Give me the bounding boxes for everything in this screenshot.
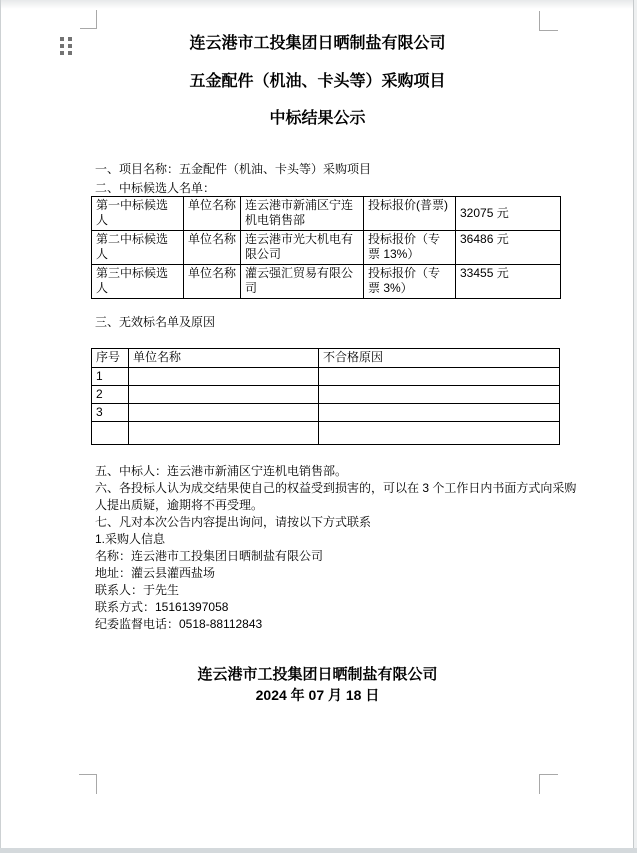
doc-title-line-2: 五金配件（机油、卡头等）采购项目 [189, 73, 446, 90]
candidates-table [91, 196, 561, 299]
invalid-reason-cell [319, 404, 560, 422]
invalid-seq-cell [92, 422, 129, 445]
invalid-company-cell [129, 368, 319, 386]
buyer-contact-phone: 联系方式：15161397058 [95, 600, 229, 614]
candidate-price-label-cell: 投标报价（专票 3%） [364, 265, 456, 299]
margin-crop-mark-bottom-left [79, 774, 97, 794]
invalid-header-company: 单位名称 [129, 349, 319, 368]
page-right-edge [633, 0, 634, 848]
invalid-row-2 [92, 386, 560, 404]
section-winner: 五、中标人：连云港市新浦区宁连机电销售部。 [95, 464, 348, 478]
invalid-seq-cell: 1 [92, 368, 129, 386]
doc-title-line-3: 中标结果公示 [269, 110, 366, 127]
candidates-row-3 [92, 265, 561, 299]
signature-date: 2024 年 07 月 18 日 [255, 687, 380, 703]
candidate-price-cell: 32075 元 [456, 197, 561, 231]
invalid-bids-table [91, 348, 560, 445]
invalid-company-cell [129, 422, 319, 445]
candidate-label-cell: 单位名称 [184, 197, 241, 231]
invalid-company-cell [129, 386, 319, 404]
invalid-reason-cell [319, 368, 560, 386]
buyer-discipline-phone: 纪委监督电话：0518-88112843 [95, 617, 263, 631]
section-project-name: 一、项目名称：五金配件（机油、卡头等）采购项目 [95, 162, 372, 176]
candidates-row-1 [92, 197, 561, 231]
section-candidates-heading: 二、中标候选人名单： [95, 181, 216, 195]
candidate-price-cell: 33455 元 [456, 265, 561, 299]
candidate-label-cell: 单位名称 [184, 265, 241, 299]
invalid-row-blank [92, 422, 560, 445]
candidate-rank-cell: 第一中标候选人 [92, 197, 184, 231]
page-top-shadow [1, 0, 633, 9]
section-contact-intro: 七、凡对本次公告内容提出询问，请按以下方式联系 [95, 515, 372, 529]
invalid-row-3 [92, 404, 560, 422]
candidate-rank-cell: 第二中标候选人 [92, 231, 184, 265]
section-objection-line-1: 六、各投标人认为成交结果使自己的权益受到损害的，可以在 3 个工作日内书面方式向采购 [95, 481, 577, 495]
invalid-seq-cell: 3 [92, 404, 129, 422]
section-objection-line-2: 人提出质疑，逾期将不再受理。 [95, 498, 264, 512]
invalid-row-1 [92, 368, 560, 386]
candidate-company-cell: 连云港市新浦区宁连机电销售部 [241, 197, 364, 231]
page-bottom-edge [0, 848, 637, 853]
signature-company: 连云港市工投集团日晒制盐有限公司 [197, 666, 438, 683]
buyer-address: 地址：灌云县灌西盐场 [95, 566, 216, 580]
page-left-edge [0, 0, 1, 848]
doc-title-line-1: 连云港市工投集团日晒制盐有限公司 [189, 35, 446, 52]
invalid-seq-cell: 2 [92, 386, 129, 404]
buyer-name: 名称：连云港市工投集团日晒制盐有限公司 [95, 549, 324, 563]
invalid-table-header-row [92, 349, 560, 368]
candidate-price-label-cell: 投标报价（专票 13%） [364, 231, 456, 265]
invalid-header-reason: 不合格原因 [319, 349, 560, 368]
candidate-company-cell: 连云港市光大机电有限公司 [241, 231, 364, 265]
candidate-label-cell: 单位名称 [184, 231, 241, 265]
candidates-row-2 [92, 231, 561, 265]
candidate-price-cell: 36486 元 [456, 231, 561, 265]
drag-handle-dots-icon[interactable] [60, 37, 72, 55]
section-invalid-heading: 三、无效标名单及原因 [95, 315, 216, 329]
invalid-company-cell [129, 404, 319, 422]
candidate-price-label-cell: 投标报价(普票) [364, 197, 456, 231]
margin-crop-mark-top-left [80, 10, 97, 29]
margin-crop-mark-top-right [539, 11, 558, 31]
margin-crop-mark-bottom-right [539, 774, 558, 794]
candidate-company-cell: 灌云强汇贸易有限公司 [241, 265, 364, 299]
buyer-contact-person: 联系人：于先生 [95, 583, 180, 597]
notice-paragraphs [95, 463, 577, 633]
candidate-rank-cell: 第三中标候选人 [92, 265, 184, 299]
invalid-reason-cell [319, 422, 560, 445]
invalid-header-seq: 序号 [92, 349, 129, 368]
invalid-reason-cell [319, 386, 560, 404]
buyer-info-heading: 1.采购人信息 [95, 532, 166, 546]
